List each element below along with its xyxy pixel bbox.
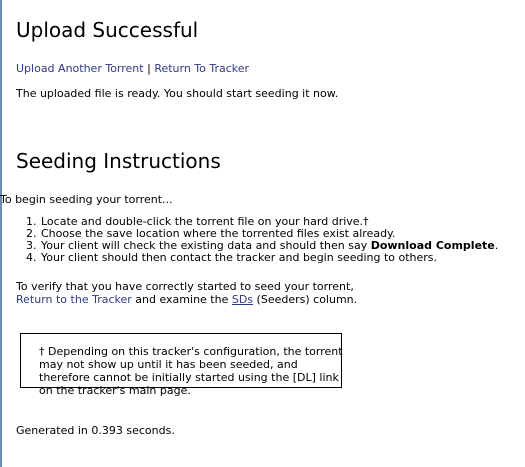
tracker-note-box: [20, 333, 343, 397]
download-complete-text: Download Complete: [370, 239, 495, 252]
verify-end-text: (Seeders) column.: [253, 293, 358, 306]
generated-time: Generated in 0.393 seconds.: [16, 424, 175, 437]
seeding-instructions-heading: Seeding Instructions: [16, 149, 221, 173]
verify-instructions: [16, 280, 357, 306]
step-text: Your client should then contact the tracker and begin seeding to others.: [41, 251, 438, 264]
step-end: .: [494, 239, 499, 252]
seeding-steps-list: [16, 216, 498, 264]
page-left-border: [0, 0, 2, 467]
seeding-intro: To begin seeding your torrent...: [0, 193, 173, 206]
step-text: Your client will check the existing data and should then say: [41, 239, 371, 252]
list-item: [40, 252, 498, 264]
step-text: Locate and double-click the torrent file on your hard drive.†: [41, 215, 369, 228]
upload-successful-heading: Upload Successful: [16, 18, 199, 42]
return-to-the-tracker-link[interactable]: Return to the Tracker: [16, 293, 132, 306]
upload-ready-message: The uploaded file is ready. You should start seeding it now.: [16, 87, 339, 100]
upload-links: [16, 62, 249, 75]
sds-link[interactable]: SDs: [231, 293, 254, 306]
upload-another-torrent-link[interactable]: Upload Another Torrent: [16, 62, 144, 75]
verify-mid-text: and examine the: [131, 293, 232, 306]
step-text: Choose the save location where the torrented files exist already.: [41, 227, 396, 240]
tracker-note-text: † Depending on this tracker's configuration, the torrent may not show up until it has been seeded, and therefore cannot be initially started using the [DL] link on the tracker's main page.: [39, 345, 343, 397]
verify-line-1: To verify that you have correctly started to seed your torrent,: [16, 280, 354, 293]
link-separator: |: [147, 62, 151, 75]
return-to-tracker-link[interactable]: Return To Tracker: [154, 62, 250, 75]
